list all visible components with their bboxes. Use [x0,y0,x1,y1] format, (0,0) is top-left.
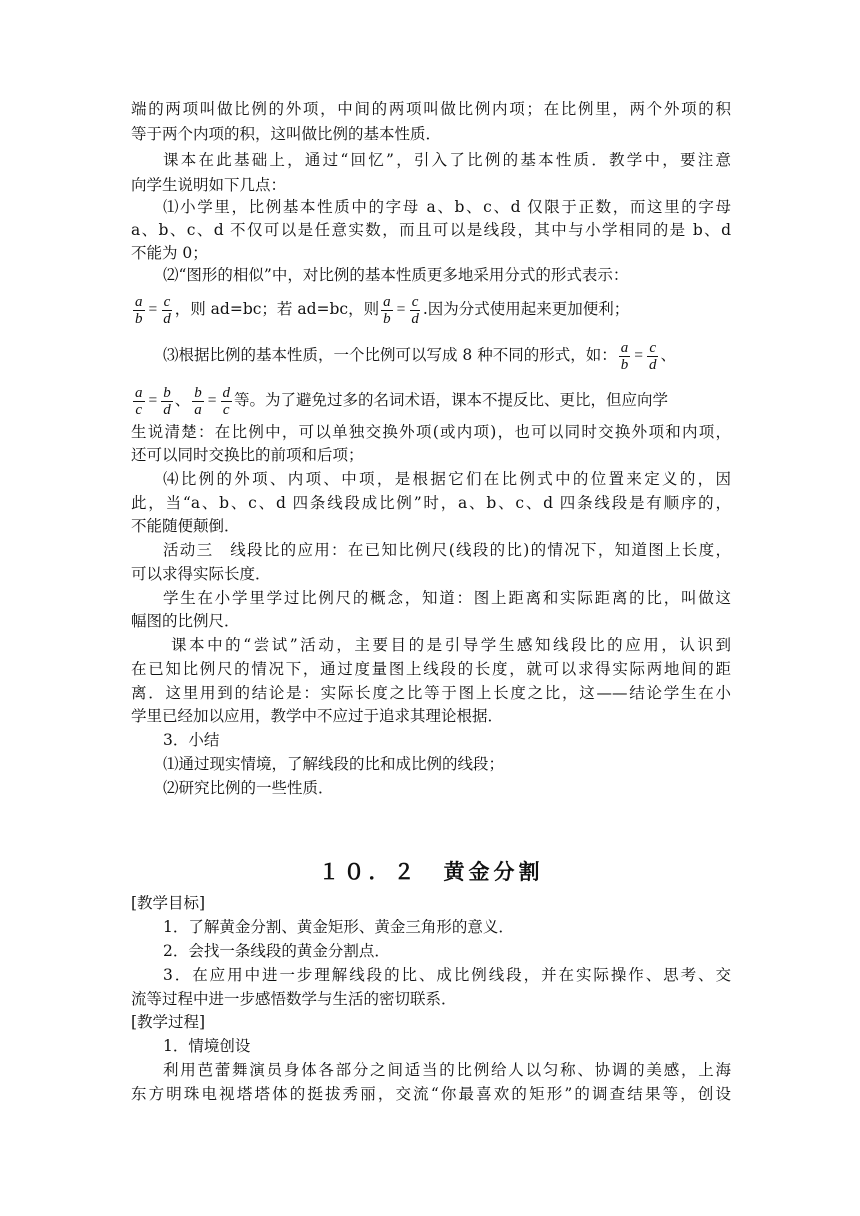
paragraph-line: 利用芭蕾舞演员身体各部分之间适当的比例给人以匀称、协调的美感，上海 [163,1061,731,1079]
fraction: $\frac{a}{b}$ [620,339,629,373]
fraction: $\frac{b}{a}$ [194,384,202,418]
list-item: 2．会找一条线段的黄金分割点． [163,942,390,960]
paragraph-line: 端的两项叫做比例的外项，中间的两项叫做比例内项；在比例里，两个外项的积 [131,100,731,118]
paragraph-line: 东方明珠电视塔塔体的挺拔秀丽，交流“你最喜欢的矩形”的调查结果等，创设 [131,1085,731,1103]
paragraph-line: 此，当“a、b、c、d 四条线段成比例”时，a、b、c、d 四条线段是有顺序的， [131,494,731,512]
paragraph-line: 可以求得实际长度． [131,565,271,583]
paragraph-line: ⑷比例的外项、内项、中项，是根据它们在比例式中的位置来定义的，因 [163,470,731,488]
fraction: $\frac{a}{c}$ [135,384,143,418]
paragraph-line: ⑴小学里，比例基本性质中的字母 a、b、c、d 仅限于正数，而这里的字母 [163,198,731,216]
list-item: ⑴通过现实情境，了解线段的比和成比例的线段； [163,755,505,773]
fraction-line: $\frac{a}{b}$ = $\frac{c}{d}$ ，则 ad=bc；若 ad=bc，则 $\frac{a}{b}$ = $\frac{c}{d}$ .因为分式使用起来更加便利； [135,293,630,327]
paragraph-line: 离．这里用到的结论是：实际长度之比等于图上长度之比，这——结论学生在小 [131,684,731,702]
paragraph-line: 等于两个内项的积，这叫做比例的基本性质． [131,125,442,143]
paragraph-line: 不能随便颠倒． [131,517,240,535]
fraction: $\frac{c}{d}$ [163,293,171,327]
paragraph-line: a、b、c、d 不仅可以是任意实数，而且可以是线段，其中与小学相同的是 b、d [131,221,731,239]
paragraph-line: 幅图的比例尺． [131,612,240,630]
fraction: $\frac{a}{b}$ [383,293,391,327]
fraction: $\frac{c}{d}$ [648,339,657,373]
fraction-line: $\frac{a}{c}$ = $\frac{b}{d}$ 、 $\frac{b}{a}$ = $\frac{d}{c}$ 等。为了避免过多的名词术语，课本不提反比、更比，但应向学 [135,384,669,418]
fraction: $\frac{b}{d}$ [163,384,171,418]
list-item: ⑵研究比例的一些性质． [163,779,334,797]
paragraph-line: 学生在小学里学过比例尺的概念，知道：图上距离和实际距离的比，叫做这 [163,589,731,607]
fraction: $\frac{a}{b}$ [135,293,143,327]
paragraph-line: 活动三 线段比的应用：在已知比例尺(线段的比)的情况下，知道图上长度， [163,541,731,559]
paragraph-line: 不能为 0； [131,244,208,262]
section-title: １０．２ 黄金分割 [318,860,544,884]
paragraph-line: 课本中的“尝试”活动，主要目的是引导学生感知线段比的应用，认识到 [171,636,731,654]
paragraph-line: ⑵“图形的相似”中，对比例的基本性质更多地采用分式的形式表示： [163,266,629,284]
paragraph-line: 在已知比例尺的情况下，通过度量图上线段的长度，就可以求得实际两地间的距 [131,660,731,678]
section-label: [教学目标] [131,894,206,912]
section-label: [教学过程] [131,1013,206,1031]
paragraph-line: 流等过程中进一步感悟数学与生活的密切联系． [131,990,457,1008]
list-item: 3．在应用中进一步理解线段的比、成比例线段，并在实际操作、思考、交 [163,966,731,984]
paragraph-line: 还可以同时交换比的前项和后项； [131,446,364,464]
list-heading: 1．情境创设 [163,1037,251,1055]
paragraph-line: 生说清楚：在比例中，可以单独交换外项(或内项)，也可以同时交换外项和内项， [131,423,731,441]
paragraph-line: 学里已经加以应用，教学中不应过于追求其理论根据． [131,707,504,725]
paragraph-line: 课本在此基础上，通过“回忆”，引入了比例的基本性质．教学中，要注意 [163,151,731,169]
fraction: $\frac{d}{c}$ [222,384,231,418]
fraction: $\frac{c}{d}$ [411,293,419,327]
list-heading: 3．小结 [163,731,220,749]
paragraph-line: 向学生说明如下几点： [131,176,287,194]
list-item: 1．了解黄金分割、黄金矩形、黄金三角形的意义． [163,918,514,936]
fraction-line: ⑶根据比例的基本性质，一个比例可以写成 8 种不同的形式，如： $\frac{a}{b}$ = $\frac{c}{d}$ 、 [163,339,676,373]
